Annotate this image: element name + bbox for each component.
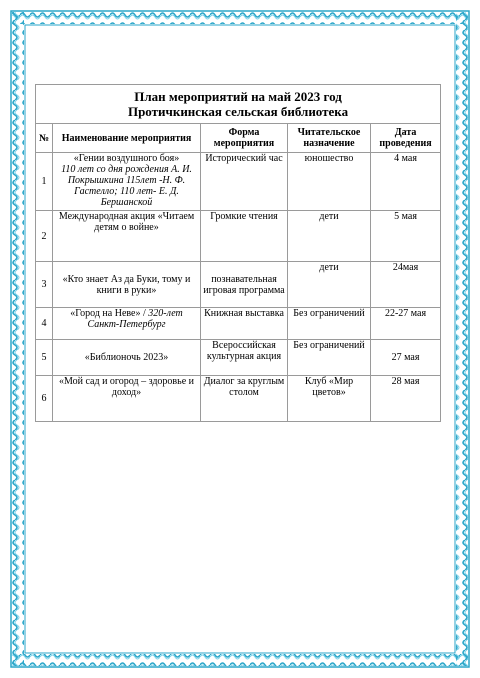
row-num: 6: [36, 376, 53, 422]
row-audience: дети: [288, 211, 371, 262]
row-name: [53, 153, 201, 211]
header-num: №: [36, 124, 53, 153]
row-audience: Без ограничений: [288, 340, 371, 376]
row-date: 27 мая: [371, 340, 441, 376]
row-num: 1: [36, 153, 53, 211]
header-form: Форма мероприятия: [201, 124, 288, 153]
row-audience: Клуб «Мир цветов»: [288, 376, 371, 422]
row-date: 28 мая: [371, 376, 441, 422]
row-name-title: «Гении воздушного боя»: [73, 153, 180, 164]
row-form: Громкие чтения: [201, 211, 288, 262]
row-num: 2: [36, 211, 53, 262]
header-date: Дата проведения: [371, 124, 441, 153]
row-form: Всероссийская культурная акция: [201, 340, 288, 376]
row-name: «Библионочь 2023»: [53, 340, 201, 376]
header-name: Наименование мероприятия: [53, 124, 201, 153]
row-num: 3: [36, 262, 53, 308]
row-name: Международная акция «Читаем детям о войне»: [53, 211, 201, 262]
table-row: [36, 211, 441, 262]
table-title: [36, 85, 441, 124]
table-row: [36, 340, 441, 376]
events-table: [35, 84, 441, 422]
row-audience: Без ограничений: [288, 308, 371, 340]
row-form: Исторический час: [201, 153, 288, 211]
row-name-note: 110 лет со дня рождения А. И. Покрышкина 115лет -Н. Ф. Гастелло; 110 лет- Е. Д. Бершанской: [61, 164, 192, 208]
row-form: познавательная игровая программа: [201, 262, 288, 308]
row-date: 4 мая: [371, 153, 441, 211]
row-audience: дети: [288, 262, 371, 308]
row-name-title: «Город на Неве» /: [70, 308, 146, 319]
row-num: 4: [36, 308, 53, 340]
row-date: 22-27 мая: [371, 308, 441, 340]
row-date: 5 мая: [371, 211, 441, 262]
title-line-2: Протичкинская сельская библиотека: [127, 104, 349, 119]
header-row: [36, 124, 441, 153]
row-name-note: 320-лет Санкт-Петербург: [87, 308, 183, 330]
table-row: [36, 153, 441, 211]
table-row: [36, 308, 441, 340]
row-form: Диалог за круглым столом: [201, 376, 288, 422]
row-form: Книжная выставка: [201, 308, 288, 340]
row-name: «Мой сад и огород – здоровье и доход»: [53, 376, 201, 422]
row-name: [53, 308, 201, 340]
table-row: [36, 262, 441, 308]
row-name: «Кто знает Аз да Буки, тому и книги в руки»: [53, 262, 201, 308]
row-date: 24мая: [371, 262, 441, 308]
title-line-1: План мероприятий на май 2023 год: [134, 89, 342, 104]
row-audience: юношество: [288, 153, 371, 211]
table-row: [36, 376, 441, 422]
row-num: 5: [36, 340, 53, 376]
header-audience: Читательское назначение: [288, 124, 371, 153]
